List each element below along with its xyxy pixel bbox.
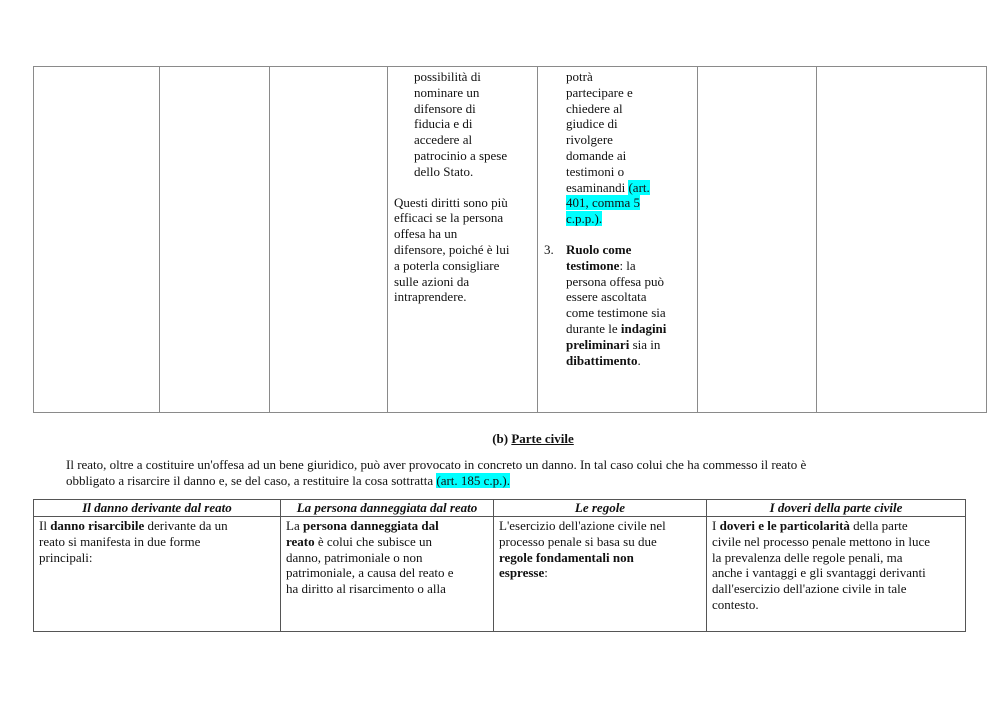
table-header-row	[34, 500, 966, 517]
table-cell-6	[698, 67, 817, 413]
column-header: I doveri della parte civile	[707, 500, 966, 517]
table-cell: I doveri e le particolarità della parte civile nel processo penale mettono in luce la prevalenza delle regole penali, ma anche i vantaggi e gli svantaggi derivanti dall'esercizio dell'azione civile in tale contesto.	[707, 517, 966, 632]
table-cell-2	[160, 67, 270, 413]
list-item-tail: potrà partecipare e chiedere al giudice di rivolgere domande ai testimoni o esaminandi (art. 401, comma 5 c.p.p.).	[566, 69, 650, 227]
table-cell-7	[817, 67, 987, 413]
paragraph: Questi diritti sono più efficaci se la persona offesa ha un difensore, poiché è lui a poterla consigliare sulle azioni da intraprendere.	[394, 194, 510, 305]
table-cell: Il danno risarcibile derivante da un reato si manifesta in due forme principali:	[34, 517, 281, 632]
table-cell: L'esercizio dell'azione civile nel processo penale si basa su due regole fondamentali non espresse:	[494, 517, 707, 632]
intro-paragraph: Il reato, oltre a costituire un'offesa ad un bene giuridico, può aver provocato in concreto un danno. In tal caso colui che ha commesso il reato è obbligato a risarcire il danno e, se del caso, a restituire la cosa sottratta (art. 185 c.p.).	[66, 457, 807, 488]
list-item-3: 3. Ruolo come testimone: la persona offesa può essere ascoltata come testimone sia durante le indagini preliminari sia in dibattimento.	[544, 241, 667, 368]
column-header: Il danno derivante dal reato	[34, 500, 281, 517]
table-row	[34, 517, 966, 632]
column-header: Le regole	[494, 500, 707, 517]
table-cell-3	[270, 67, 388, 413]
table-cell-1	[34, 67, 160, 413]
column-header: La persona danneggiata dal reato	[281, 500, 494, 517]
article-reference: c.p.p.).	[566, 211, 603, 227]
table-cell-4	[388, 67, 538, 413]
civil-party-table	[33, 499, 966, 632]
table-cell-5	[538, 67, 698, 413]
article-reference: (art. 185 c.p.).	[436, 472, 511, 488]
list-number: 3.	[544, 241, 554, 257]
section-title: (b) Parte civile	[492, 431, 574, 446]
table-cell: La persona danneggiata dal reato è colui che subisce un danno, patrimoniale o non patrimoniale, a causa del reato e ha diritto al risarcimento o alla	[281, 517, 494, 632]
article-reference: 401, comma 5	[566, 195, 641, 211]
top-table	[33, 66, 987, 413]
table-row	[34, 67, 987, 413]
list-item-tail: possibilità di nominare un difensore di fiducia e di accedere al patrocinio a spese dello Stato.	[414, 69, 508, 179]
article-reference: (art.	[628, 179, 650, 195]
